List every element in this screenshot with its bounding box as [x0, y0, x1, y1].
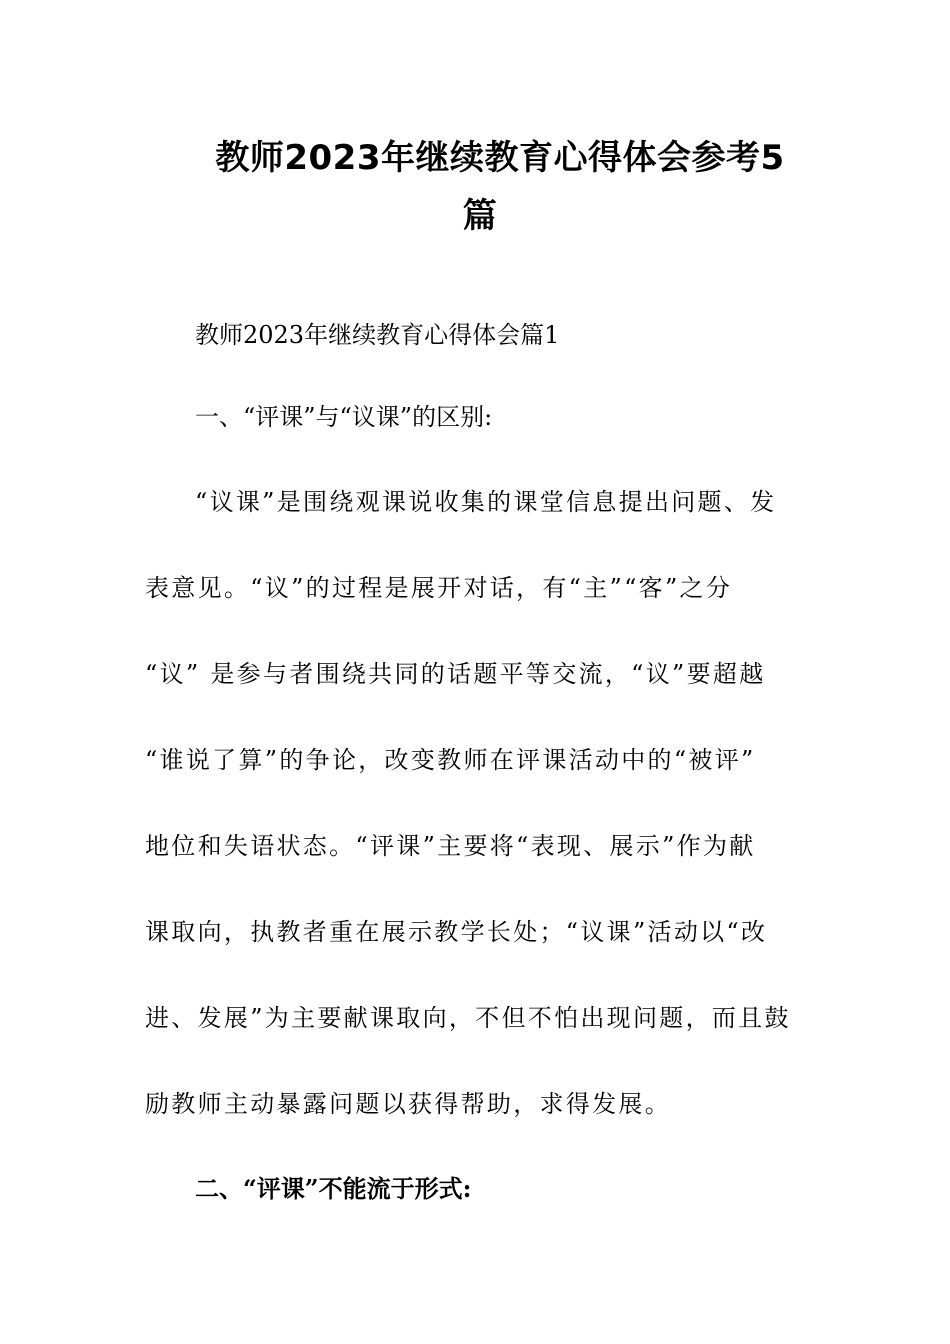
- document-title-line-1: 教师2023年继续教育心得体会参考5: [215, 138, 785, 178]
- paragraph-1-line: 进、发展”为主要献课取向，不但不怕出现问题，而且鼓: [145, 1004, 791, 1032]
- document-title-line-2: 篇: [462, 196, 498, 236]
- paragraph-1-line: 励教师主动暴露问题以获得帮助，求得发展。: [145, 1090, 671, 1118]
- section-heading: 教师2023年继续教育心得体会篇1: [195, 321, 560, 349]
- paragraph-1-line: “议课”是围绕观课说收集的课堂信息提出问题、发: [195, 488, 777, 516]
- heading-2: 二、“评课”不能流于形式:: [195, 1174, 472, 1203]
- paragraph-1-line: “议” 是参与者围绕共同的话题平等交流，“议”要超越: [145, 660, 766, 688]
- paragraph-1-line: “谁说了算”的争论，改变教师在评课活动中的“被评”: [145, 746, 756, 774]
- paragraph-1-line: 课取向，执教者重在展示教学长处；“议课”活动以“改: [145, 918, 768, 946]
- heading-1: 一、“评课”与“议课”的区别:: [195, 403, 493, 431]
- paragraph-1-line: 表意见。“议”的过程是展开对话，有“主”“客”之分: [145, 574, 733, 602]
- paragraph-1-line: 地位和失语状态。“评课”主要将“表现、展示”作为献: [145, 832, 756, 860]
